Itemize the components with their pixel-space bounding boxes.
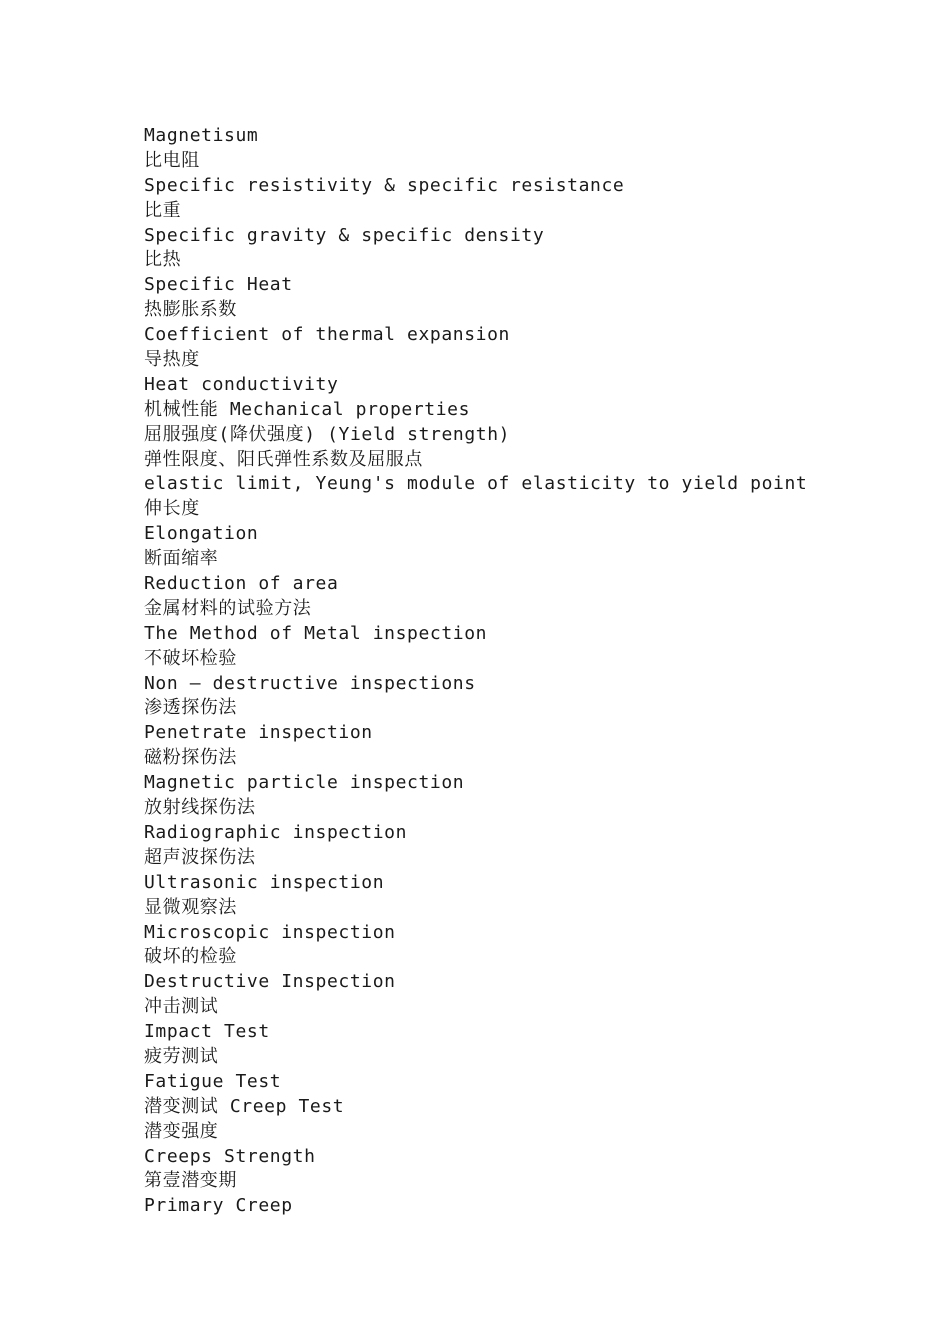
text-line: Specific gravity & specific density (144, 224, 545, 246)
text-line: Heat conductivity (144, 373, 339, 395)
text-line: 比电阻 (144, 149, 200, 171)
text-line: The Method of Metal inspection (144, 622, 488, 644)
text-line: 不破坏检验 (144, 647, 237, 669)
text-line: Creeps Strength (144, 1145, 316, 1167)
text-line: Specific resistivity & specific resistance (144, 174, 625, 196)
text-line: 渗透探伤法 (144, 697, 237, 719)
text-line: 金属材料的试验方法 (144, 597, 312, 619)
text-line: 屈服强度(降伏强度) (Yield strength) (144, 423, 511, 445)
text-line: 第壹潜变期 (144, 1170, 237, 1192)
text-line: 超声波探伤法 (144, 846, 256, 868)
text-line: 热膨胀系数 (144, 299, 237, 321)
text-line: 显微观察法 (144, 896, 237, 918)
text-line: Impact Test (144, 1021, 270, 1043)
text-block (144, 124, 924, 1219)
text-line: Radiographic inspection (144, 821, 408, 843)
text-line: 比重 (144, 199, 182, 221)
text-line: 潜变强度 (144, 1120, 219, 1142)
text-line: Penetrate inspection (144, 722, 373, 744)
text-line: Coefficient of thermal expansion (144, 324, 510, 346)
text-line: Destructive Inspection (144, 971, 396, 993)
text-line: 导热度 (144, 349, 200, 371)
text-line: 伸长度 (144, 498, 200, 520)
text-line: 断面缩率 (144, 548, 219, 570)
text-line: Magnetic particle inspection (144, 772, 465, 794)
text-line: Microscopic inspection (144, 921, 396, 943)
text-line: 机械性能 Mechanical properties (144, 398, 471, 420)
text-line: Elongation (144, 523, 259, 545)
text-line: Specific Heat (144, 274, 293, 296)
text-line: Reduction of area (144, 573, 339, 595)
text-line: Ultrasonic inspection (144, 871, 385, 893)
text-line: Fatigue Test (144, 1070, 282, 1092)
text-line: Primary Creep (144, 1195, 293, 1217)
text-line: elastic limit, Yeung's module of elasticity to yield point (144, 473, 808, 495)
text-line: 疲劳测试 (144, 1045, 219, 1067)
text-line: 潜变测试 Creep Test (144, 1095, 345, 1117)
text-line: Magnetisum (144, 125, 259, 146)
text-line: 破坏的检验 (144, 946, 237, 968)
text-line: 弹性限度、阳氏弹性系数及屈服点 (144, 448, 423, 470)
text-line: 比热 (144, 249, 182, 271)
text-line: Non – destructive inspections (144, 672, 476, 694)
text-line: 放射线探伤法 (144, 797, 256, 819)
text-line: 冲击测试 (144, 996, 219, 1018)
text-line: 磁粉探伤法 (144, 747, 237, 769)
